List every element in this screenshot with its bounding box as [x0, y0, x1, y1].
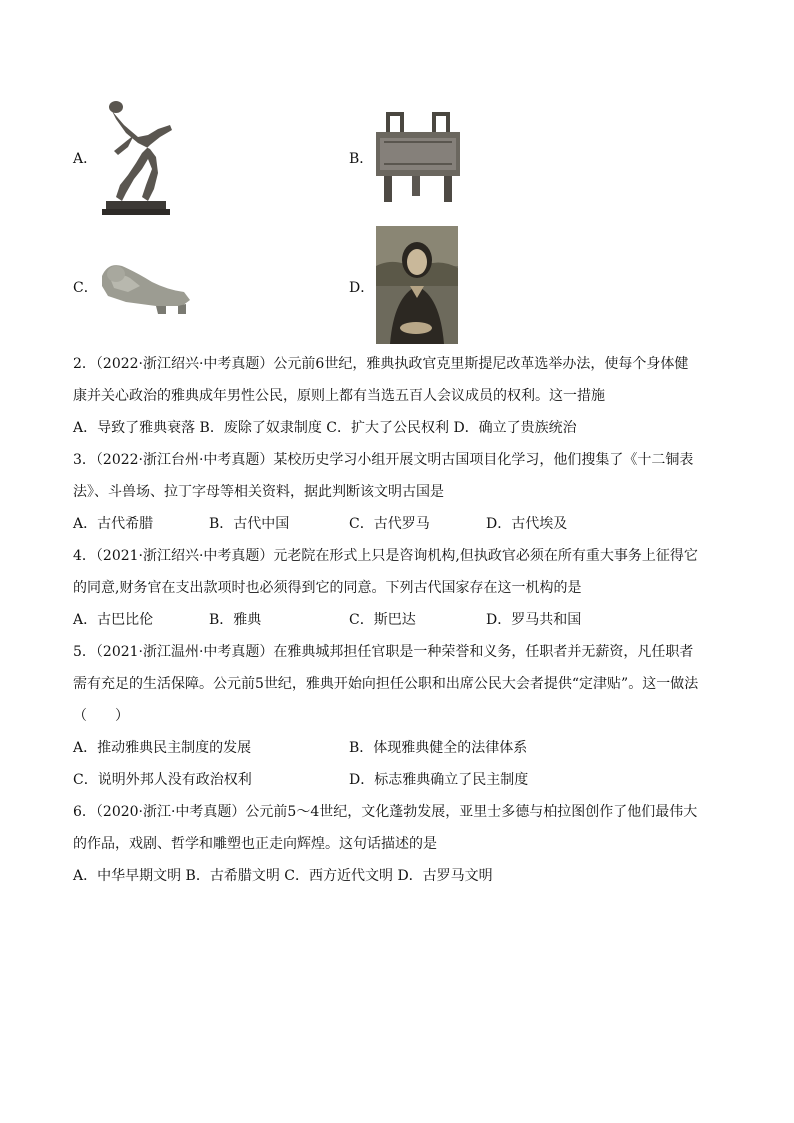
q6-stem-line2: 的作品，戏剧、哲学和雕塑也正走向辉煌。这句话描述的是 — [73, 836, 437, 852]
q5-stem-line2: 需有充足的生活保障。公元前5世纪，雅典开始向担任公职和出席公民大会者提供“定津贴”。这一做法 — [73, 676, 699, 692]
q5-stem-line1: 5．（2021·浙江温州·中考真题）在雅典城邦担任官职是一种荣誉和义务，任职者并无薪资，凡任职者 — [73, 644, 694, 660]
q5-answer-blank: （ ） — [73, 708, 129, 724]
option-d-label: D． — [349, 280, 375, 296]
q3-option-c: C．古代罗马 — [349, 516, 430, 532]
q2-stem-line2: 康并关心政治的雅典成年男性公民，原则上都有当选五百人会议成员的权利。这一措施 — [73, 388, 605, 404]
q3-options — [73, 515, 693, 533]
q5-option-a: A．推动雅典民主制度的发展 — [73, 740, 252, 756]
q4-stem-line2: 的同意,财务官在支出款项时也必须得到它的同意。下列古代国家存在这一机构的是 — [73, 580, 582, 596]
option-c-label: C． — [73, 280, 98, 296]
option-b-label: B． — [349, 151, 374, 167]
q3-stem-line2: 法》、斗兽场、拉丁字母等相关资料，据此判断该文明古国是 — [73, 484, 444, 500]
q2-stem-line1: 2．（2022·浙江绍兴·中考真题）公元前6世纪，雅典执政官克里斯提尼改革选举办法，使每个身体健 — [73, 356, 689, 372]
q3-stem-line1: 3．（2022·浙江台州·中考真题）某校历史学习小组开展文明古国项目化学习，他们搜集了《十二铜表 — [73, 452, 694, 468]
q2-options: A．导致了雅典衰落 B．废除了奴隶制度 C．扩大了公民权利 D．确立了贵族统治 — [73, 420, 577, 436]
q3-option-a: A．古代希腊 — [73, 516, 154, 532]
discus-thrower-image — [98, 97, 178, 217]
q4-option-a: A．古巴比伦 — [73, 612, 154, 628]
q5-options-row2 — [73, 771, 693, 789]
q3-option-b: B．古代中国 — [209, 516, 290, 532]
q5-options-row1 — [73, 739, 693, 757]
q5-option-b: B．体现雅典健全的法律体系 — [349, 740, 528, 756]
q4-stem-line1: 4．（2021·浙江绍兴·中考真题）元老院在形式上只是咨询机构,但执政官必须在所有重大事务上征得它 — [73, 548, 698, 564]
mona-lisa-image — [376, 226, 458, 344]
q3-option-d: D．古代埃及 — [486, 516, 568, 532]
q6-options: A．中华早期文明 B．古希腊文明 C．西方近代文明 D．古罗马文明 — [73, 868, 493, 884]
q4-option-b: B．雅典 — [209, 612, 262, 628]
q4-options — [73, 611, 693, 629]
q4-option-d: D．罗马共和国 — [486, 612, 582, 628]
q5-option-d: D．标志雅典确立了民主制度 — [349, 772, 529, 788]
q6-stem-line1: 6．（2020·浙江·中考真题）公元前5～4世纪，文化蓬勃发展，亚里士多德与柏拉图创作了他们最伟大 — [73, 804, 698, 820]
reclining-figure-image — [96, 256, 194, 316]
option-a-label: A． — [73, 151, 98, 167]
q4-option-c: C．斯巴达 — [349, 612, 416, 628]
bronze-ding-image — [372, 112, 464, 204]
q5-option-c: C．说明外邦人没有政治权利 — [73, 772, 252, 788]
